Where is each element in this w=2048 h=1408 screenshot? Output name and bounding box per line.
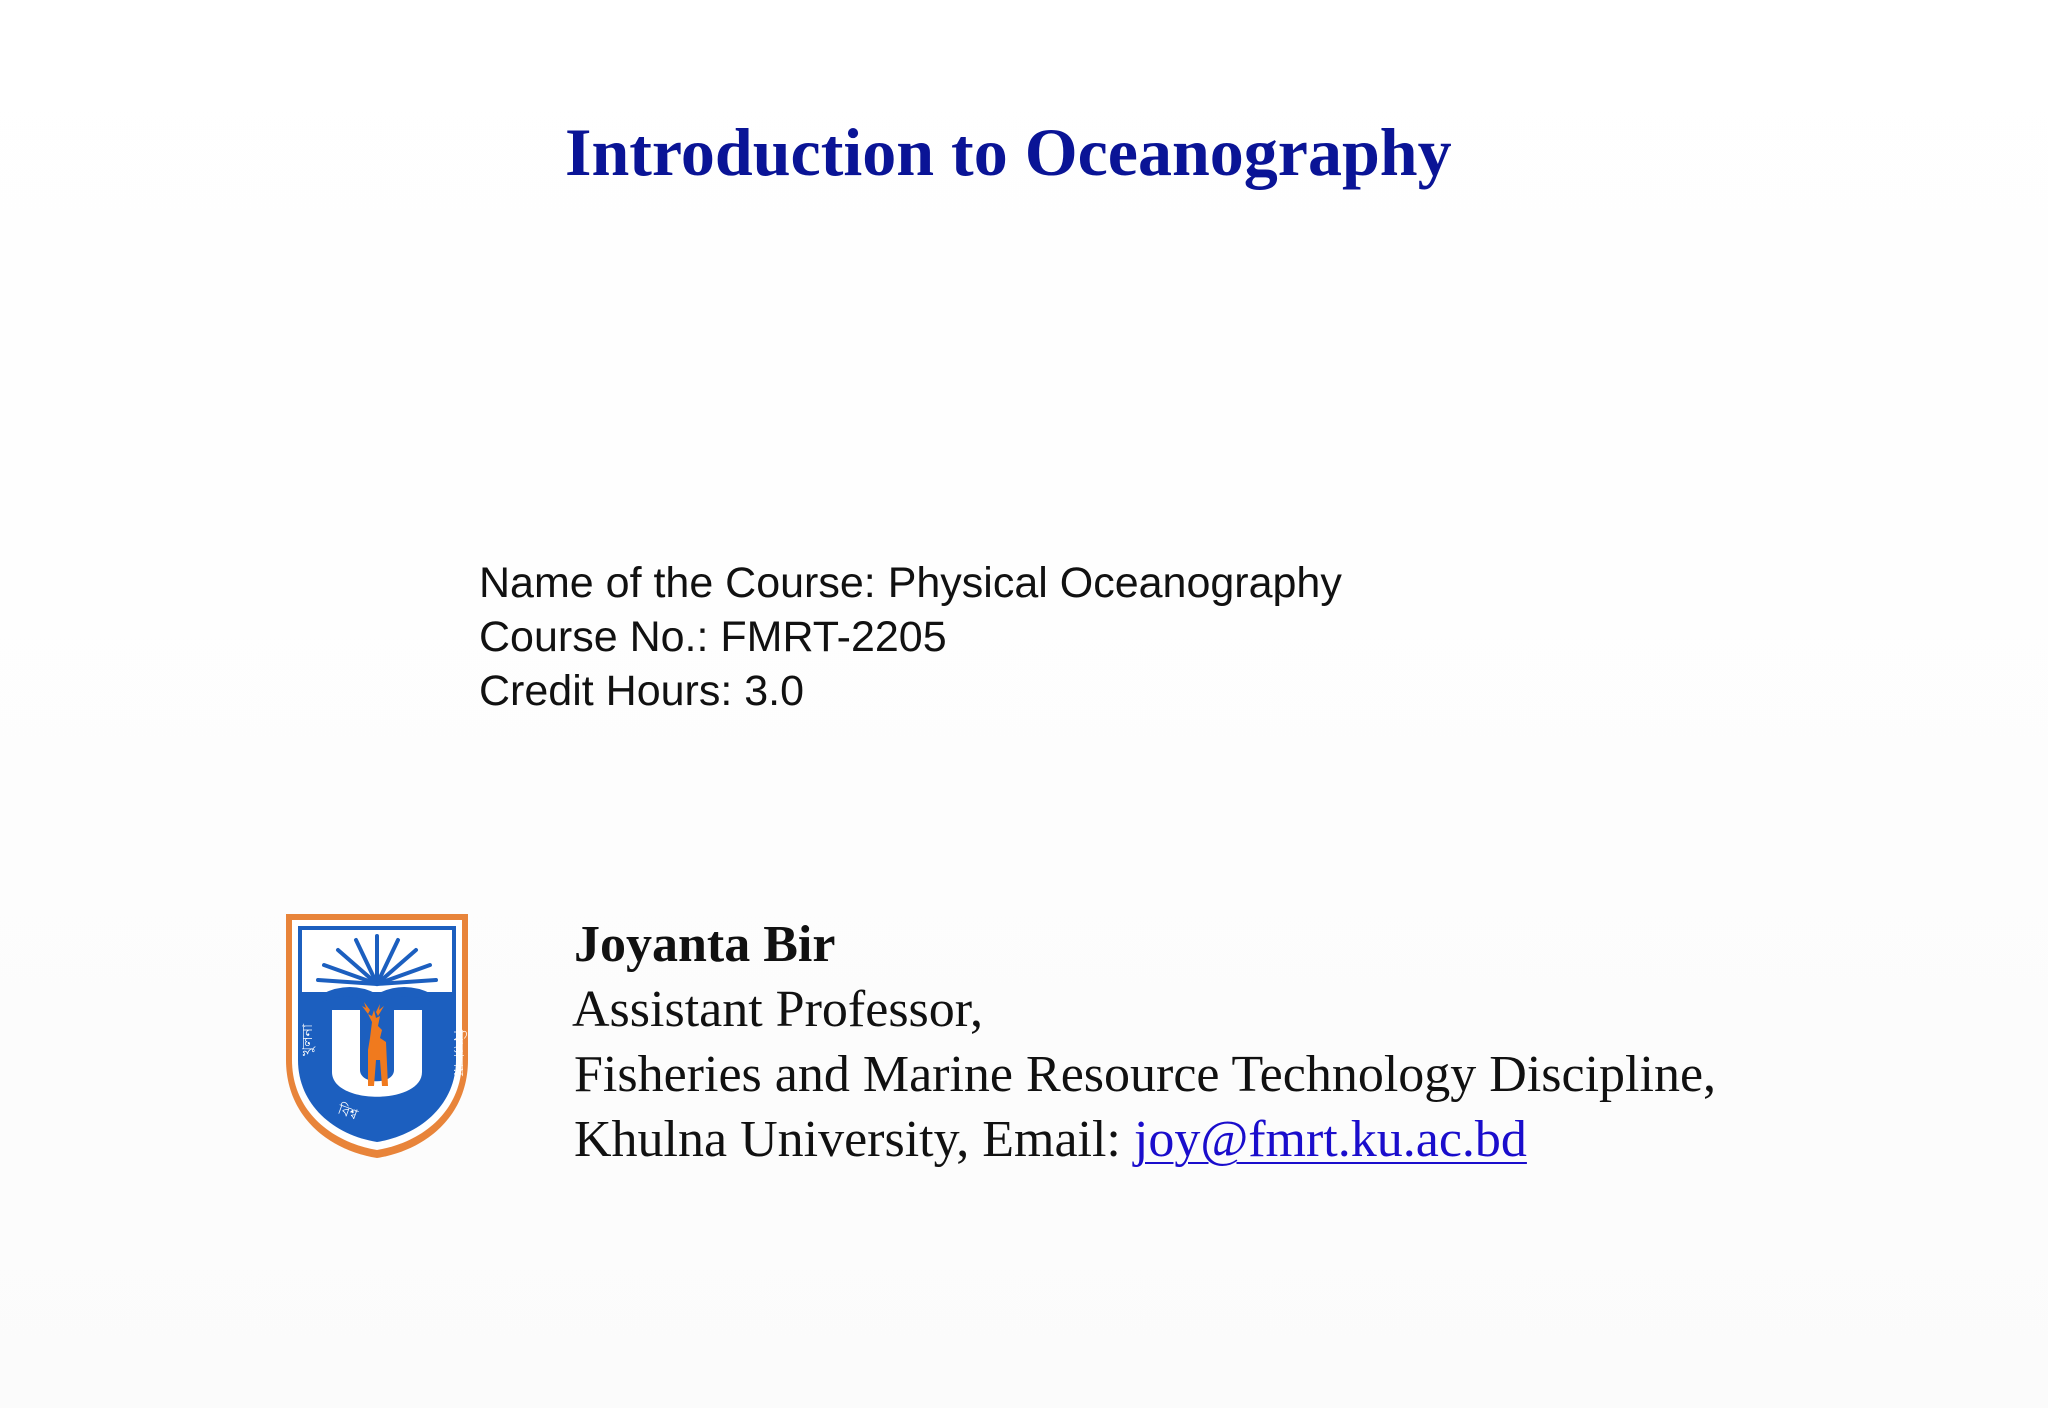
author-department: Fisheries and Marine Resource Technology Discipline, <box>574 1046 1717 1103</box>
author-position: Assistant Professor, <box>572 981 984 1038</box>
svg-text:বিশ্ব: বিশ্ব <box>335 1101 360 1124</box>
author-university: Khulna University, Email: <box>574 1111 1134 1168</box>
course-name: Name of the Course: Physical Oceanography <box>479 559 1342 607</box>
svg-text:খুলনা: খুলনা <box>300 1023 316 1056</box>
author-email-link[interactable]: joy@fmrt.ku.ac.bd <box>1133 1111 1527 1168</box>
author-affiliation <box>574 1107 1716 1172</box>
course-number: Course No.: FMRT-2205 <box>479 613 947 661</box>
slide-title: Introduction to Oceanography <box>565 114 1452 190</box>
svg-text:বিদ্যালয়: বিদ্যালয় <box>450 1030 466 1076</box>
author-block <box>574 912 1716 1172</box>
university-crest-icon <box>282 910 472 1160</box>
credit-hours: Credit Hours: 3.0 <box>479 667 805 715</box>
author-name: Joyanta Bir <box>574 916 836 973</box>
course-info <box>479 556 1342 718</box>
